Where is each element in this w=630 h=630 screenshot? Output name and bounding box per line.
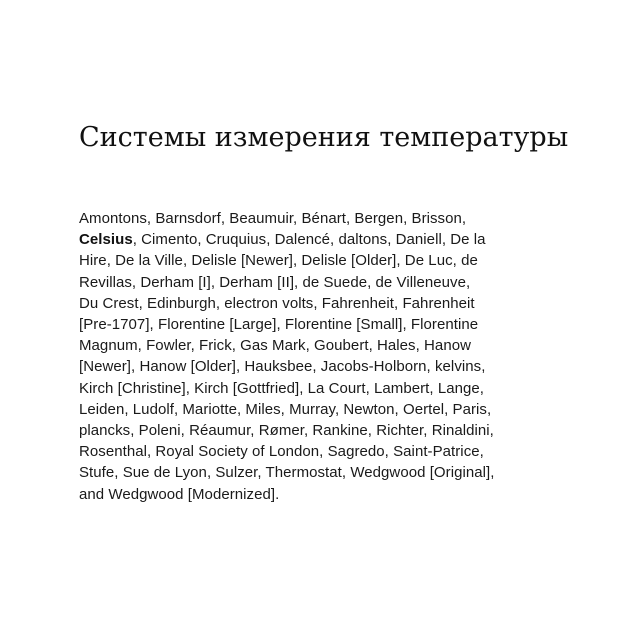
text-line: Hire, De la Ville, Delisle [Newer], Delisle [Older], De Luc, de [79, 252, 478, 270]
text-line: [Newer], Hanow [Older], Hauksbee, Jacobs-Holborn, kelvins, [79, 358, 486, 376]
text-line: [Pre-1707], Florentine [Large], Florentine [Small], Florentine [79, 316, 479, 334]
page-title: Системы измерения температуры [79, 122, 569, 153]
text-line: Du Crest, Edinburgh, electron volts, Fahrenheit, Fahrenheit [79, 294, 475, 312]
text-line: Stufe, Sue de Lyon, Sulzer, Thermostat, Wedgwood [Original], [79, 464, 495, 482]
text-line [79, 229, 549, 250]
highlighted-term: Celsius [79, 231, 133, 249]
text-line: Kirch [Christine], Kirch [Gottfried], La Court, Lambert, Lange, [79, 379, 484, 397]
text-line-rest: , Cimento, Cruquius, Dalencé, daltons, Daniell, De la [132, 231, 486, 249]
temperature-scales-list [79, 208, 549, 505]
text-line: Revillas, Derham [I], Derham [II], de Suede, de Villeneuve, [79, 273, 471, 291]
text-line: Amontons, Barnsdorf, Beaumuir, Bénart, Bergen, Brisson, [79, 210, 467, 227]
text-line: and Wedgwood [Modernized]. [79, 485, 280, 503]
text-line: Magnum, Fowler, Frick, Gas Mark, Goubert, Hales, Hanow [79, 337, 471, 355]
text-line: plancks, Poleni, Réaumur, Rømer, Rankine, Richter, Rinaldini, [79, 422, 494, 440]
text-line: Leiden, Ludolf, Mariotte, Miles, Murray, Newton, Oertel, Paris, [79, 400, 492, 418]
text-line: Rosenthal, Royal Society of London, Sagredo, Saint-Patrice, [79, 443, 484, 461]
